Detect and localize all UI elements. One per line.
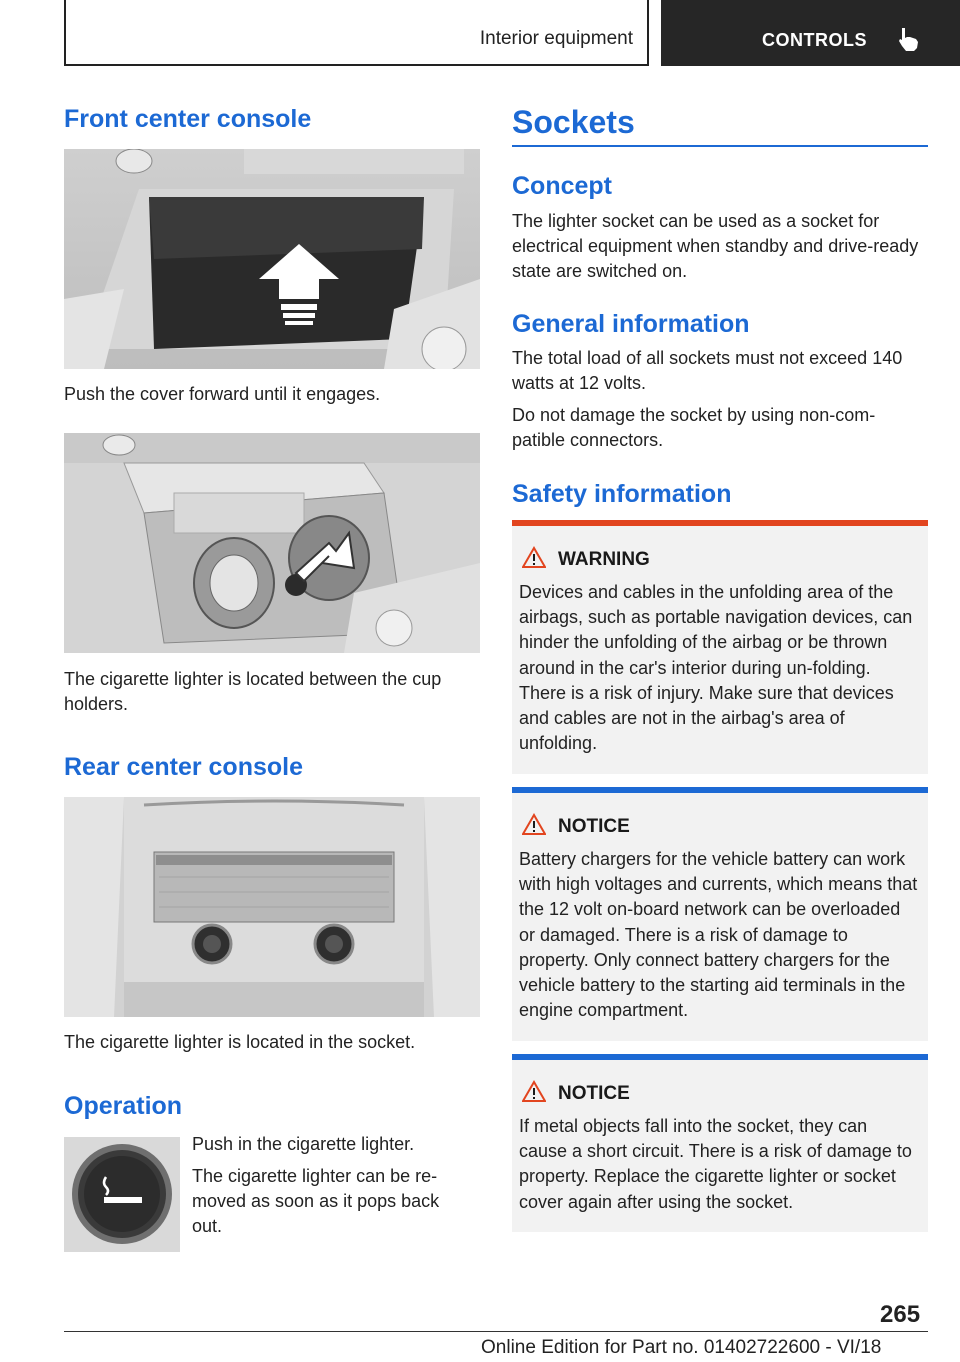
rear-console-image bbox=[64, 797, 480, 1017]
operation-heading: Operation bbox=[64, 1092, 183, 1120]
sockets-heading: Sockets bbox=[512, 104, 635, 140]
rear-console-heading: Rear center console bbox=[64, 753, 303, 781]
caption-push-cover: Push the cover forward until it engages. bbox=[64, 384, 381, 404]
notice-box-charger-heading bbox=[522, 813, 630, 838]
warning-box-text: Devices and cables in the unfolding area of the airbags, such as portable navigation devices, can hinder the unfolding of the airbag or be thrown around in the car's interior during un-folding. There is a risk of injury. Make sure that devices and cables are not in the airbag's area of unfolding. bbox=[519, 582, 913, 754]
notice-box-metal-label: NOTICE bbox=[558, 1083, 630, 1104]
page-number: 265 bbox=[880, 1301, 921, 1328]
general-info-text-connectors: Do not damage the socket by using non-com-patible connectors. bbox=[512, 405, 876, 450]
pointing-hand-icon bbox=[897, 26, 921, 52]
caption-lighter-between-cups: The cigarette lighter is located between the cup holders. bbox=[64, 669, 442, 714]
cigarette-icon bbox=[104, 1197, 142, 1203]
footer-edition: Online Edition for Part no. 01402722600 - VI/18 bbox=[481, 1337, 882, 1358]
operation-step-remove: The cigarette lighter can be re-moved as soon as it pops back out. bbox=[192, 1166, 440, 1236]
warning-triangle-icon bbox=[522, 1080, 546, 1102]
header-section-box bbox=[64, 0, 649, 66]
header-chapter-label: CONTROLS bbox=[762, 30, 867, 50]
notice-box-charger bbox=[512, 787, 928, 1041]
warning-box-label: WARNING bbox=[558, 549, 650, 570]
notice-box-charger-label: NOTICE bbox=[558, 816, 630, 837]
warning-triangle-icon bbox=[522, 813, 546, 835]
notice-box-metal-bar bbox=[512, 1054, 928, 1060]
concept-text: The lighter socket can be used as a socket for electrical equipment when standby and drive-ready state are switched on. bbox=[512, 211, 919, 281]
front-console-cover-image bbox=[64, 149, 480, 369]
notice-box-metal-heading bbox=[522, 1080, 630, 1105]
safety-info-heading: Safety information bbox=[512, 480, 732, 508]
header-section-title: Interior equipment bbox=[479, 28, 633, 49]
general-info-text-load: The total load of all sockets must not exceed 140 watts at 12 volts. bbox=[512, 348, 903, 393]
notice-box-metal-objects bbox=[512, 1054, 928, 1232]
notice-box-charger-text: Battery chargers for the vehicle battery can work with high voltages and currents, which means that the 12 volt on-board network can be overloaded or damaged. There is a risk of damage to property. Only connect battery chargers for the vehicle battery to the starting aid terminals in the engine compartment. bbox=[519, 849, 918, 1021]
warning-box bbox=[512, 520, 928, 774]
caption-lighter-in-socket: The cigarette lighter is located in the socket. bbox=[64, 1032, 416, 1052]
front-console-heading: Front center console bbox=[64, 105, 312, 133]
warning-box-bar bbox=[512, 520, 928, 526]
concept-heading: Concept bbox=[512, 172, 612, 200]
notice-box-charger-bar bbox=[512, 787, 928, 793]
warning-box-heading bbox=[522, 546, 650, 571]
general-info-heading: General information bbox=[512, 310, 750, 338]
notice-box-metal-text: If metal objects fall into the socket, they can cause a short circuit. There is a risk of damage to property. Replace the cigarette lighter or socket cover again after using the socket. bbox=[519, 1116, 912, 1212]
header-chapter-tab[interactable] bbox=[661, 0, 960, 66]
cup-holder-lighter-image bbox=[64, 433, 480, 653]
cigarette-lighter-image bbox=[64, 1137, 180, 1252]
footer-rule bbox=[64, 1331, 928, 1332]
warning-triangle-icon bbox=[522, 546, 546, 568]
operation-step-push: Push in the cigarette lighter. bbox=[192, 1134, 415, 1154]
sockets-heading-rule bbox=[512, 145, 928, 147]
